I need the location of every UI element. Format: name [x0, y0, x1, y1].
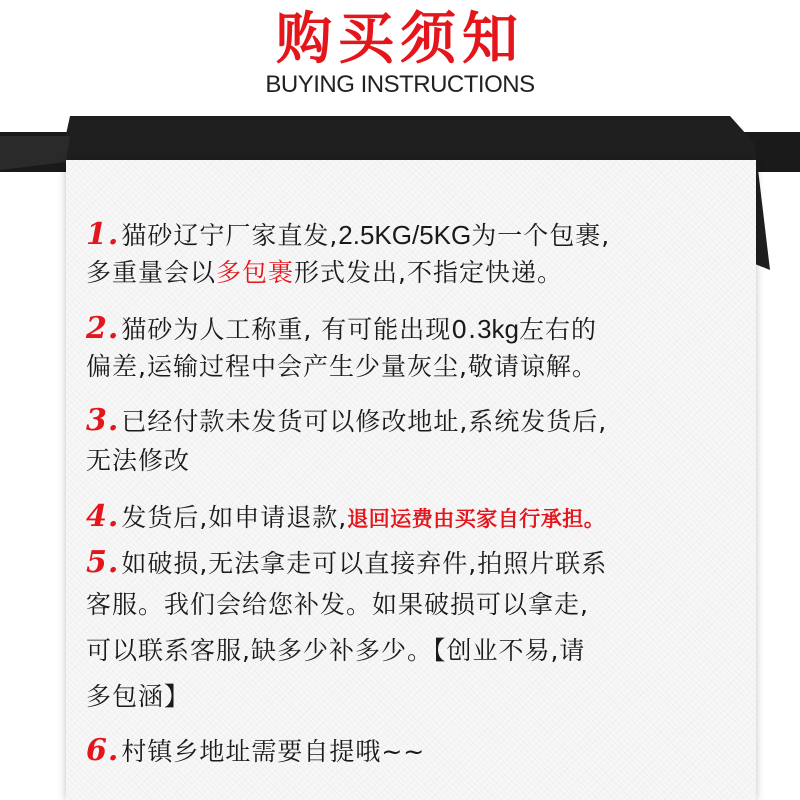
item-3-text: 已经付款未发货可以修改地址,系统发货后, [121, 407, 608, 436]
page-subtitle: BUYING INSTRUCTIONS [265, 71, 535, 98]
item-5-text: 如破损,无法拿走可以直接弃件,拍照片联系 [121, 549, 608, 578]
item-1-text-e: 形式发出,不指定快递。 [294, 258, 563, 287]
item-2-line-1 [86, 312, 597, 347]
item-6-text: 村镇乡地址需要自提哦~~ [121, 737, 426, 766]
item-6-line-1 [86, 734, 425, 769]
item-6-number: 6. [86, 733, 120, 768]
item-1-number: 1. [86, 217, 120, 252]
page-title: 购买须知 [276, 7, 524, 72]
item-2-line-2: 偏差,运输过程中会产生少量灰尘,敬请谅解。 [86, 352, 598, 381]
item-4-highlight: 退回运费由买家自行承担。 [347, 507, 606, 531]
item-2-number: 2. [86, 311, 120, 346]
item-1-text-a: 猫砂辽宁厂家直发, [121, 221, 339, 250]
item-4-text: 发货后,如申请退款, [121, 503, 348, 532]
item-2-weight: 3kg [477, 314, 519, 344]
item-5-line-1 [86, 546, 607, 581]
item-1-highlight: 多包裹 [216, 258, 295, 287]
item-5-number: 5. [86, 545, 120, 580]
item-4-line-1 [86, 500, 605, 536]
item-3-line-1 [86, 404, 607, 439]
item-1-line-2 [86, 256, 563, 290]
item-1-text-d: 多重量会以 [86, 258, 217, 287]
item-1-weight: 2.5KG/5KG [338, 220, 472, 250]
item-1-text-c: 为一个包裹, [471, 221, 611, 250]
item-5-line-3: 可以联系客服,缺多少补多少。【创业不易,请 [86, 636, 586, 665]
item-3-number: 3. [86, 403, 120, 438]
item-3-line-2: 无法修改 [86, 446, 191, 475]
item-1-line-1 [86, 218, 610, 253]
item-5-line-4: 多包涵】 [86, 682, 191, 711]
item-2-text-a: 猫砂为人工称重, 有可能出现0. [121, 315, 478, 344]
item-2-text-c: 左右的 [519, 315, 598, 344]
item-4-number: 4. [86, 499, 120, 534]
item-5-line-2: 客服。我们会给您补发。如果破损可以拿走, [86, 590, 589, 619]
